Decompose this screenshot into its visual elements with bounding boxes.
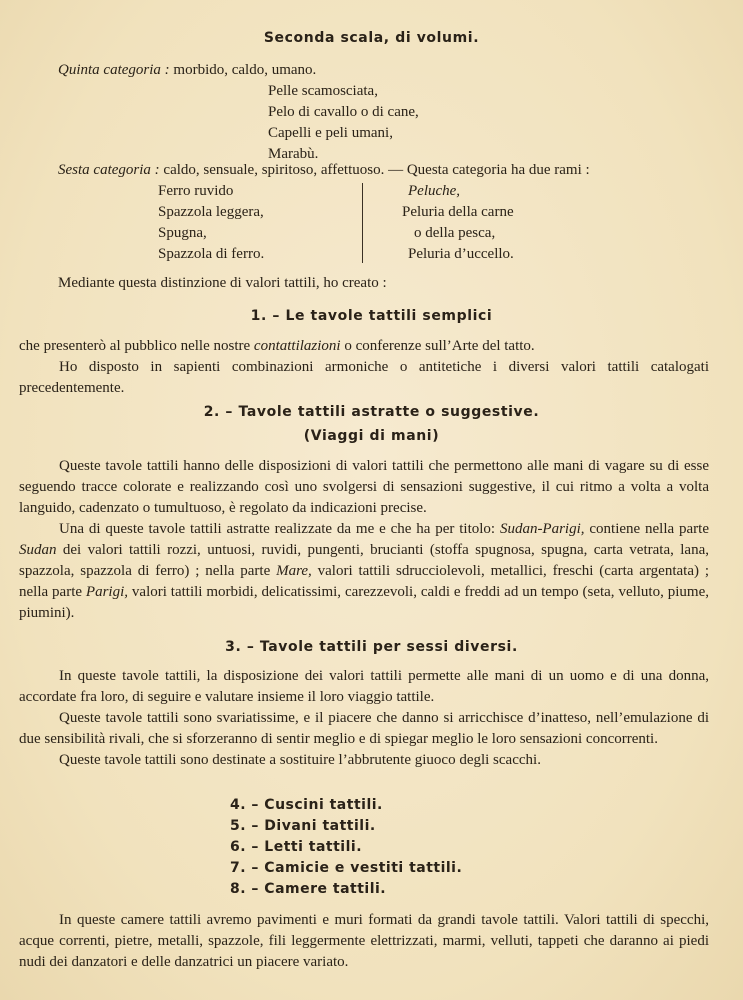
column-divider <box>362 183 363 263</box>
quinta-item: Pelle scamosciata, <box>268 83 378 99</box>
page-title: Seconda scala, di volumi. <box>263 30 480 46</box>
section-1-body <box>19 336 709 399</box>
text-run: contiene nella parte <box>584 521 709 537</box>
section-3-paragraph: Queste tavole tattili sono destinate a sostituire l’abbrutente giuoco degli scacchi. <box>59 752 541 768</box>
sesta-right-item: Peluria d’uccello. <box>408 246 514 262</box>
list-item: 4. – Cuscini tattili. <box>230 797 383 813</box>
section-1-text: che presenterò al pubblico nelle nostre <box>19 338 254 354</box>
section-1-text: o conferenze sull’Arte del tatto. <box>340 338 535 354</box>
section-3-paragraph: Queste tavole tattili sono svariatissime, e il piacere che danno si arricchisce d’inatteso, nell’emulazione di due sensibilità rivali, che si sforzeranno di sentir meglio e di spiegar meglio le loro sensazioni concorrenti. <box>19 710 709 747</box>
quinta-item: Pelo di cavallo o di cane, <box>268 104 419 120</box>
section-1-heading: 1. – Le tavole tattili semplici <box>250 308 493 324</box>
term-mare: Mare, <box>276 563 312 579</box>
quinta-item: Marabù. <box>268 146 319 162</box>
list-item: 8. – Camere tattili. <box>230 881 387 897</box>
list-item: 7. – Camicie e vestiti tattili. <box>230 860 463 876</box>
quinta-line <box>58 60 316 81</box>
sesta-left-item: Ferro ruvido <box>158 183 234 199</box>
sesta-line <box>58 160 590 181</box>
quinta-item: Capelli e peli umani, <box>268 125 393 141</box>
list-item: 5. – Divani tattili. <box>230 818 376 834</box>
text-run: valori tattili morbidi, delicatissimi, carezzevoli, caldi e freddi ad un tempo (seta, velluto, piume, piumini). <box>19 584 709 621</box>
sesta-label: Sesta categoria : <box>58 162 160 178</box>
sesta-left-item: Spazzola leggera, <box>158 204 264 220</box>
section-3-heading: 3. – Tavole tattili per sessi diversi. <box>225 639 518 655</box>
section-3-body <box>19 666 709 771</box>
section-2-subheading: (Viaggi di mani) <box>303 428 440 444</box>
sesta-left-item: Spugna, <box>158 225 207 241</box>
text-run: dei valori tattili rozzi, untuosi, ruvidi, pungenti, brucianti (stoffa spugnosa, spugna, carta vetrata, lana, spazzola, spazzola di ferro) ; nella parte <box>19 542 709 579</box>
section-2-paragraph <box>19 519 709 624</box>
term-sudan: Sudan <box>19 542 57 558</box>
section-2-paragraph: Queste tavole tattili hanno delle disposizioni di valori tattili che permettono alle mani di vagare su di esse seguendo tracce colorate e realizzando così uno svolgersi di sensazioni suggestive, il cui ritmo a volta a volta languido, cadenzato o tumultuoso, è regolato da indicazioni precise. <box>19 458 709 516</box>
title-sudan-parigi: Sudan-Parigi, <box>499 521 585 537</box>
section-2-heading: 2. – Tavole tattili astratte o suggestive. <box>203 404 540 420</box>
sesta-right-item: o della pesca, <box>414 225 496 241</box>
quinta-first: morbido, caldo, umano. <box>173 62 317 78</box>
term-parigi: Parigi, <box>85 584 129 600</box>
numbered-list <box>230 795 462 900</box>
contattilazioni-term: contattilazioni <box>253 338 341 354</box>
sesta-left-item: Spazzola di ferro. <box>158 246 265 262</box>
sesta-right-item: Peluria della carne <box>402 204 514 220</box>
closing-body <box>19 910 709 973</box>
section-2-body <box>19 456 709 624</box>
sesta-rest: caldo, sensuale, spiritoso, affettuoso. — Questa categoria ha due rami : <box>163 162 590 178</box>
quinta-label: Quinta categoria : <box>58 62 170 78</box>
section-3-paragraph: In queste tavole tattili, la disposizione dei valori tattili permette alle mani di un uomo e di una donna, accordate fra loro, di seguire e valutare insieme il loro viaggio tattile. <box>19 668 709 705</box>
closing-paragraph: In queste camere tattili avremo pavimenti e muri formati da grandi tavole tattili. Valori tattili di specchi, acque correnti, pietre, metalli, spazzole, fili leggermente elettrizzati, marmi, velluti, tappeti che daranno ai piedi nudi dei danzatori e delle danzatrici un piacere variato. <box>19 912 709 970</box>
sesta-right-item: Peluche, <box>408 183 461 199</box>
text-run: valori tattili sdrucciolevoli, metallici, freschi (carta argentata) ; nella parte <box>19 563 709 600</box>
list-item: 6. – Letti tattili. <box>230 839 363 855</box>
text-run: Una di queste tavole tattili astratte realizzate da me e che ha per titolo: <box>59 521 500 537</box>
section-1-paragraph: Ho disposto in sapienti combinazioni armoniche o antitetiche i diversi valori tattili catalogati precedentemente. <box>19 359 709 396</box>
intro-line: Mediante questa distinzione di valori tattili, ho creato : <box>58 275 387 291</box>
